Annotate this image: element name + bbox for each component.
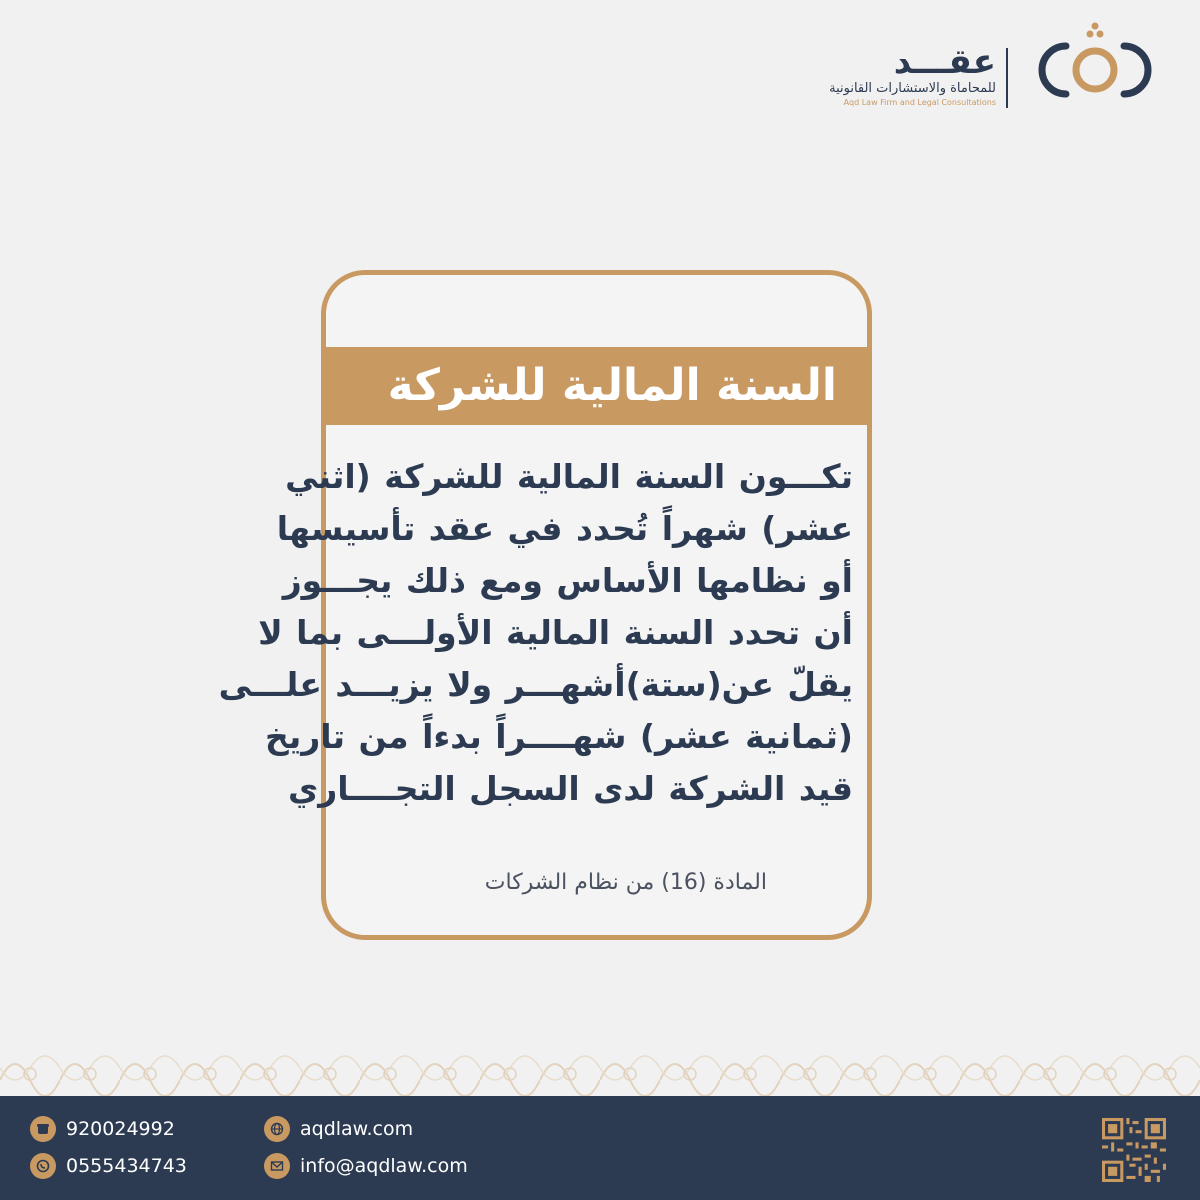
article-card [218, 270, 872, 940]
qr-code-icon[interactable] [1102, 1118, 1166, 1182]
logo-divider [1006, 48, 1008, 108]
card-body [218, 451, 853, 815]
whatsapp-number: 0555434743 [66, 1155, 187, 1177]
phone-icon [30, 1116, 56, 1142]
footer-phone[interactable] [30, 1116, 175, 1142]
body-line: عشر) شهراً تُحدد في عقد تأسيسها [276, 509, 853, 548]
card-title-banner [321, 347, 872, 425]
card-title: السنة المالية للشركة [387, 360, 837, 411]
decorative-pattern [0, 1040, 1200, 1096]
body-line: أن تحدد السنة المالية الأولـــى بما لا [258, 613, 853, 652]
body-line: (ثمانية عشر) شهــــراً بدءاً من تاريخ [265, 717, 853, 756]
footer-whatsapp[interactable] [30, 1153, 187, 1179]
card-source: المادة (16) من نظام الشركات [484, 870, 767, 895]
brand-name-en: Aqd Law Firm and Legal Consultations [843, 98, 996, 107]
footer [0, 1096, 1200, 1200]
globe-icon [264, 1116, 290, 1142]
brand-mark-icon [1030, 22, 1160, 102]
body-line: قيد الشركة لدى السجل التجــــاري [287, 769, 853, 808]
body-line: تكـــون السنة المالية للشركة (اثني [285, 457, 853, 496]
website-link: aqdlaw.com [300, 1118, 414, 1140]
body-line: أو نظامها الأساس ومع ذلك يجـــوز [282, 561, 853, 600]
body-line: يقلّ عن(ستة)أشهـــر ولا يزيـــد علـــى [218, 665, 853, 704]
whatsapp-icon [30, 1153, 56, 1179]
brand-subtitle-ar: للمحاماة والاستشارات القانونية [829, 81, 996, 96]
phone-number: 920024992 [66, 1118, 175, 1140]
email-icon [264, 1153, 290, 1179]
footer-website[interactable] [264, 1116, 413, 1142]
brand-logo [829, 22, 1160, 107]
logo-text [816, 44, 996, 107]
footer-email[interactable] [264, 1153, 468, 1179]
brand-name-ar: عقـــد [893, 42, 996, 82]
email-link: info@aqdlaw.com [300, 1155, 468, 1177]
